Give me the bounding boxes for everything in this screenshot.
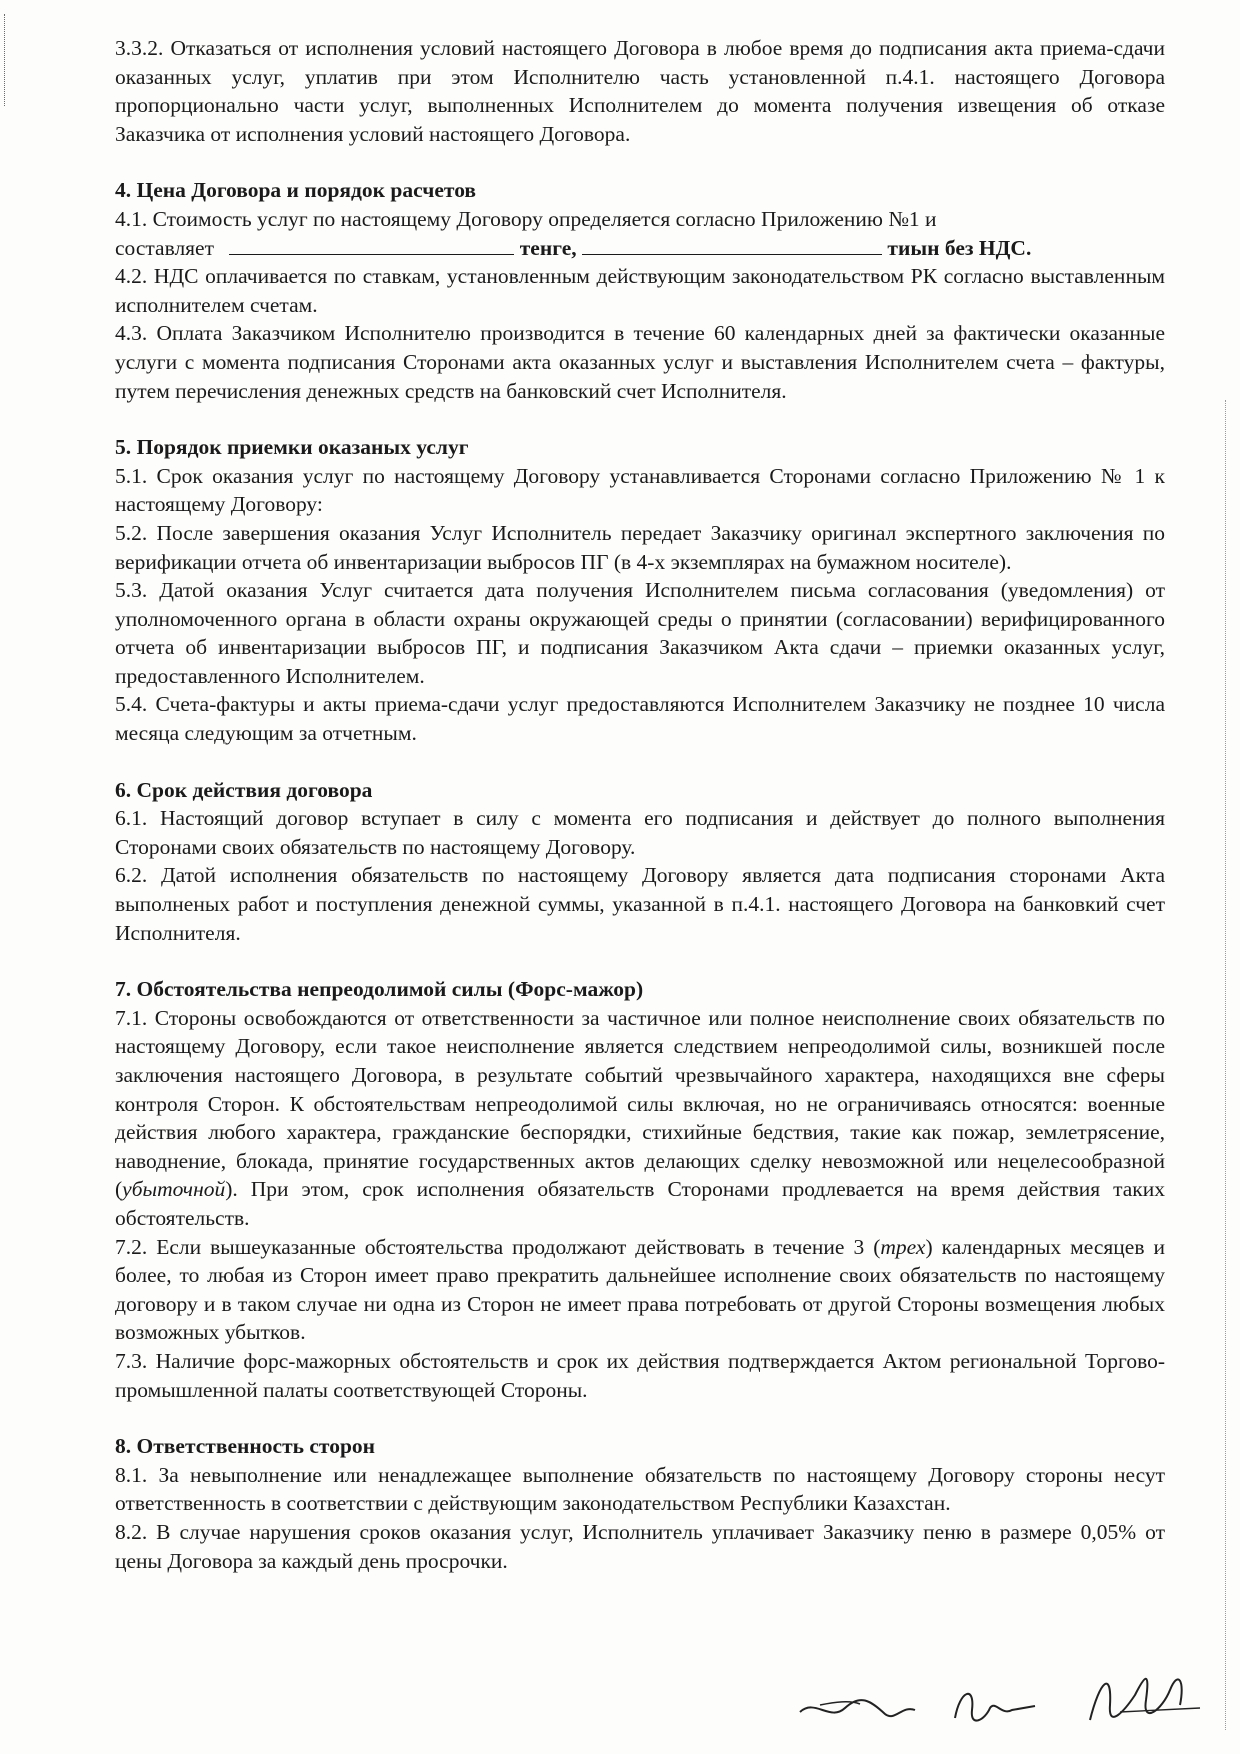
clause-7-3: 7.3. Наличие форс-мажорных обстоятельств и срок их действия подтверждается Актом региональной Торгово-промышленной палаты соответствующей Стороны. <box>115 1348 1165 1402</box>
clause-7-1-text: 7.1. Стороны освобождаются от ответственности за частичное или полное неисполнение своих обязательств по настоящему Договору, если такое неисполнение является следствием непреодолимой силы, возникшей после заключения настоящего Договора, в результате событий чрезвычайного характера, находящихся вне сферы контроля Сторон. К обстоятельствам непреодолимой силы включая, но не ограничиваясь относятся: военные действия любого характера, гражданские беспорядки, стихийные бедствия, такие как пожар, землетрясение, наводнение, блокада, принятие государственных актов делающих сделку невозможной или нецелесообразной ( <box>115 1005 1165 1202</box>
section-8-heading: 8. Ответственность сторон <box>115 1434 376 1459</box>
clause-7-1-tail: ). При этом, срок исполнения обязательств Сторонами продлевается на время действия таких обстоятельств. <box>115 1177 1165 1230</box>
clause-4-1-line1: 4.1. Стоимость услуг по настоящему Договору определяется согласно Приложению №1 и <box>115 206 937 231</box>
clause-5-4: 5.4. Счета-фактуры и акты приема-сдачи услуг предоставляются Исполнителем Заказчику не позднее 10 числа месяца следующим за отчетным. <box>115 692 1165 746</box>
scan-artifact-left <box>4 14 11 106</box>
section-5-heading: 5. Порядок приемки оказаных услуг <box>115 435 469 460</box>
clause-7-2-italic: трех <box>880 1234 926 1259</box>
signature-marks <box>790 1650 1210 1740</box>
clause-6-1: 6.1. Настоящий договор вступает в силу с момента его подписания и действует до полного выполнения Сторонами своих обязательств по настоящему Договору. <box>115 806 1165 859</box>
clause-7-2-tail: ) календарных месяцев и более, то любая из Сторон имеет право прекратить дальнейшее исполнение своих обязательств по настоящему договору и в таком случае ни одна из Сторон не имеет права потребовать от другой Стороны возмещения любых возможных убытков. <box>115 1234 1165 1345</box>
price-blank-tenge <box>229 236 514 255</box>
clause-8-1: 8.1. За невыполнение или ненадлежащее выполнение обязательств по настоящему Договору стороны несут ответственность в соответствии с действующим законодательством Республики Казахстан. <box>115 1462 1165 1516</box>
price-blank-tiyn <box>582 236 882 255</box>
clause-8-2: 8.2. В случае нарушения сроков оказания услуг, Исполнитель уплачивает Заказчику пеню в размере 0,05% от цены Договора за каждый день просрочки. <box>115 1519 1165 1573</box>
clause-4-1-label: составляет <box>115 235 214 260</box>
section-4-heading: 4. Цена Договора и порядок расчетов <box>115 178 477 203</box>
clause-5-1: 5.1. Срок оказания услуг по настоящему Договору устанавливается Сторонами согласно Приложению № 1 к настоящему Договору: <box>115 463 1165 517</box>
clause-6-2: 6.2. Датой исполнения обязательств по настоящему Договору является дата подписания сторонами Акта выполненых работ и поступления денежной суммы, указанной в п.4.1. настоящего Договора на банковкий счет Исполнителя. <box>115 863 1165 945</box>
clause-4-1 <box>115 205 1165 262</box>
section-7-heading: 7. Обстоятельства непреодолимой силы (Форс-мажор) <box>115 977 644 1002</box>
tiyn-label: тиын без НДС. <box>887 235 1032 260</box>
clause-5-3: 5.3. Датой оказания Услуг считается дата получения Исполнителем письма согласования (уведомления) от уполномоченного органа в области охраны окружающей среды о принятии (согласовании) верифицированного отчета об инвентаризации выбросов ПГ, и подписания Заказчиком Акта сдачи – приемки оказанных услуг, предоставленного Исполнителем. <box>115 578 1165 688</box>
clause-4-3: 4.3. Оплата Заказчиком Исполнителю производится в течение 60 календарных дней за фактически оказанные услуги с момента подписания Сторонами акта оказанных услуг и выставления Исполнителем счета – фактуры, путем перечисления денежных средств на банковский счет Исполнителя. <box>115 321 1165 403</box>
contract-text <box>115 34 1165 1575</box>
clause-5-2: 5.2. После завершения оказания Услуг Исполнитель передает Заказчику оригинал экспертного заключения по верификации отчета об инвентаризации выбросов ПГ (в 4-х экземплярах на бумажном носителе). <box>115 520 1165 574</box>
section-6-heading: 6. Срок действия договора <box>115 777 373 802</box>
tenge-label: тенге, <box>519 235 577 260</box>
clause-3-3-2: 3.3.2. Отказаться от исполнения условий настоящего Договора в любое время до подписания акта приема-сдачи оказанных услуг, уплатив при этом Исполнителю часть установленной п.4.1. настоящего Договора пропорционально части услуг, выполненных Исполнителем до момента получения извещения об отказе Заказчика от исполнения условий настоящего Договора. <box>115 36 1165 146</box>
handwritten-signatures <box>790 1650 1210 1740</box>
clause-7-1-italic: убыточной <box>122 1177 226 1202</box>
scan-artifact-right <box>1225 400 1228 1730</box>
clause-7-2-text: 7.2. Если вышеуказанные обстоятельства продолжают действовать в течение 3 ( <box>115 1234 881 1259</box>
clause-7-1 <box>115 1004 1165 1233</box>
clause-4-2: 4.2. НДС оплачивается по ставкам, установленным действующим законодательством РК согласно выставленным исполнителем счетам. <box>115 264 1165 317</box>
clause-7-2 <box>115 1233 1165 1347</box>
